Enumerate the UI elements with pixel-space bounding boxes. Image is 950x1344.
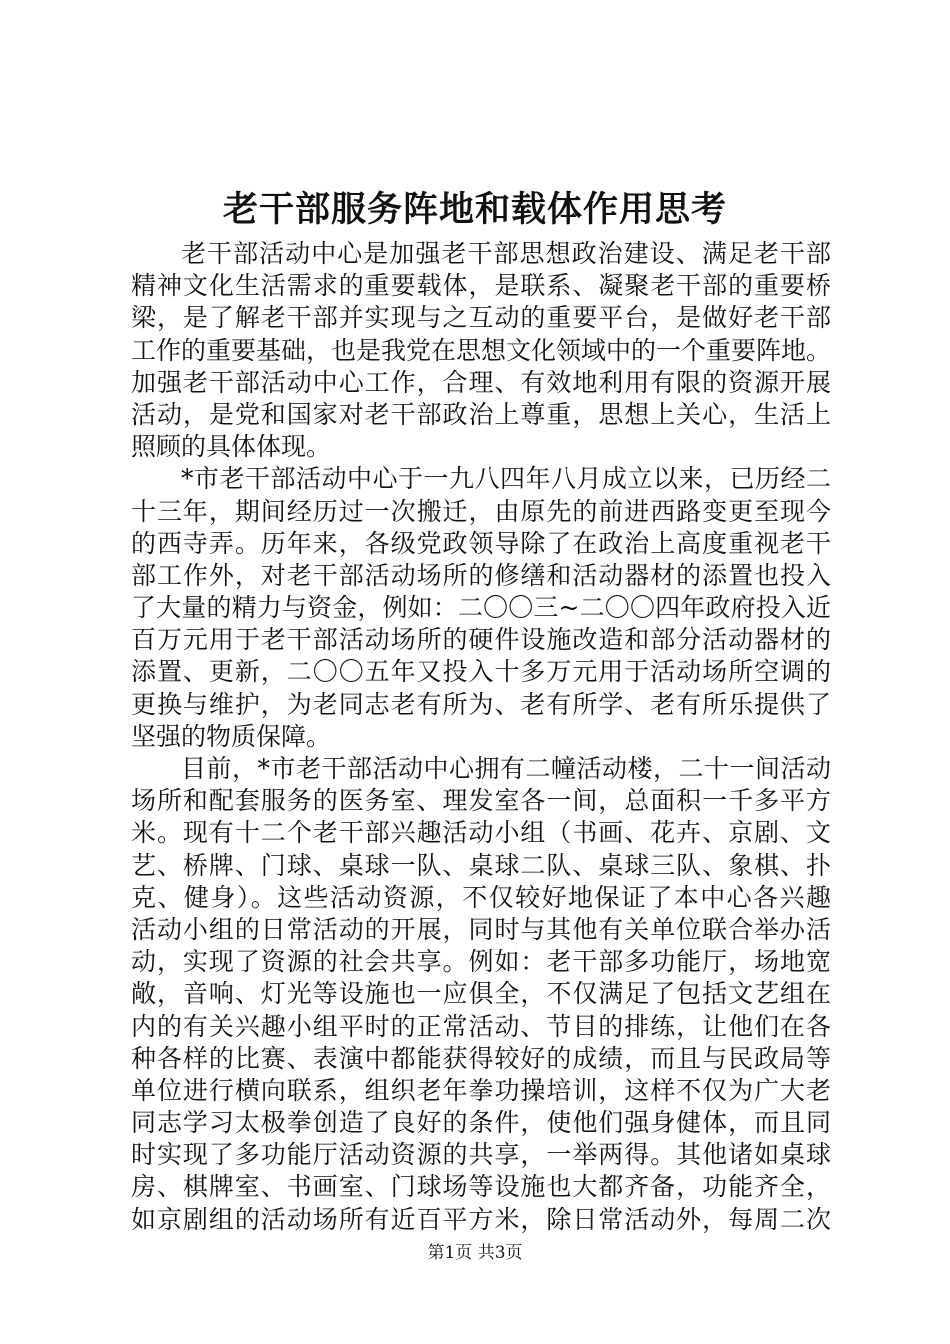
- text-line: 房、棋牌室、书画室、门球场等设施也大都齐备，功能齐全，: [131, 1172, 831, 1202]
- text-line: 更换与维护，为老同志老有所为、老有所学、老有所乐提供了: [131, 689, 831, 719]
- text-line: 敞，音响、灯光等设施也一应俱全，不仅满足了包括文艺组在: [131, 979, 831, 1009]
- text-line: 内的有关兴趣小组平时的正常活动、节目的排练，让他们在各: [131, 1011, 831, 1041]
- text-line: 如京剧组的活动场所有近百平方米，除日常活动外，每周二次: [131, 1204, 831, 1234]
- text-line: 添置、更新，二〇〇五年又投入十多万元用于活动场所空调的: [131, 657, 831, 687]
- text-line: 活动小组的日常活动的开展，同时与其他有关单位联合举办活: [131, 914, 831, 944]
- text-line: 照顾的具体体现。: [131, 432, 332, 462]
- text-line: 了大量的精力与资金，例如：二〇〇三~二〇〇四年政府投入近: [131, 593, 831, 623]
- text-line: 目前，*市老干部活动中心拥有二幢活动楼，二十一间活动: [181, 754, 831, 783]
- text-line: 梁，是了解老干部并实现与之互动的重要平台，是做好老干部: [131, 303, 831, 333]
- text-line: 部工作外，对老干部活动场所的修缮和活动器材的添置也投入: [131, 560, 831, 590]
- text-line: 时实现了多功能厅活动资源的共享，一举两得。其他诸如桌球: [131, 1140, 831, 1170]
- text-line: 工作的重要基础，也是我党在思想文化领域中的一个重要阵地。: [131, 335, 832, 365]
- text-line: 同志学习太极拳创造了良好的条件，使他们强身健体，而且同: [131, 1108, 831, 1138]
- text-line: 米。现有十二个老干部兴趣活动小组（书画、花卉、京剧、文: [131, 818, 831, 848]
- text-line: 精神文化生活需求的重要载体，是联系、凝聚老干部的重要桥: [131, 271, 831, 301]
- text-line: 百万元用于老干部活动场所的硬件设施改造和部分活动器材的: [131, 625, 831, 655]
- text-line: 场所和配套服务的医务室、理发室各一间，总面积一千多平方: [131, 786, 831, 816]
- text-line: 艺、桥牌、门球、桌球一队、桌球二队、桌球三队、象棋、扑: [131, 850, 831, 880]
- page-footer: 第1页 共3页: [427, 1243, 523, 1263]
- text-line: 单位进行横向联系，组织老年拳功操培训，这样不仅为广大老: [131, 1075, 831, 1105]
- text-line: 动，实现了资源的社会共享。例如：老干部多功能厅，场地宽: [131, 947, 831, 977]
- text-line: 克、健身）。这些活动资源，不仅较好地保证了本中心各兴趣: [131, 882, 831, 912]
- text-line: 种各样的比赛、表演中都能获得较好的成绩，而且与民政局等: [131, 1043, 831, 1073]
- text-line: 活动，是党和国家对老干部政治上尊重，思想上关心，生活上: [131, 399, 831, 429]
- text-line: 老干部活动中心是加强老干部思想政治建设、满足老干部: [181, 239, 831, 268]
- text-line: 坚强的物质保障。: [131, 721, 332, 751]
- text-line: 十三年，期间经历过一次搬迁，由原先的前进西路变更至现今: [131, 496, 831, 526]
- text-line: 加强老干部活动中心工作，合理、有效地利用有限的资源开展: [131, 367, 831, 397]
- text-line: 的西寺弄。历年来，各级党政领导除了在政治上高度重视老干: [131, 528, 831, 558]
- text-line: *市老干部活动中心于一九八四年八月成立以来，已历经二: [181, 464, 831, 494]
- document-title: 老干部服务阵地和载体作用思考: [222, 189, 727, 230]
- document-body: [131, 238, 831, 1236]
